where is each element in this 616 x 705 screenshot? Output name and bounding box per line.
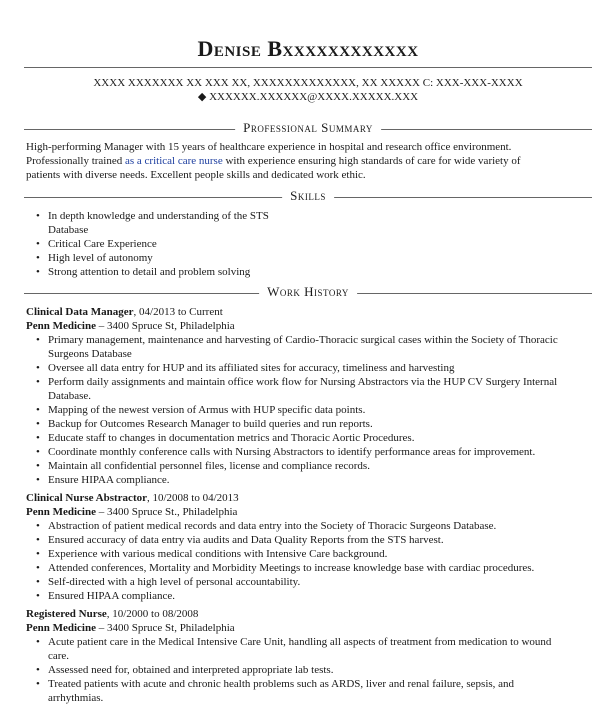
job-title: Clinical Nurse Abstractor bbox=[26, 492, 147, 504]
skill-item: • Strong attention to detail and problem solving bbox=[26, 265, 296, 279]
job-bullet: • Educate staff to changes in documentation metrics and Thoracic Aortic Procedures. bbox=[26, 431, 571, 445]
section-title: Work History bbox=[259, 284, 357, 300]
job-title-line bbox=[26, 491, 592, 505]
job-bullet: • Ensured accuracy of data entry via audits and Data Quality Reports from the STS harvest. bbox=[26, 533, 586, 547]
header-rule bbox=[24, 67, 592, 68]
job-title-line bbox=[26, 607, 592, 621]
job-bullet: • Primary management, maintenance and harvesting of Cardio-Thoracic surgical cases within the Society of Thoracic Surgeons Database bbox=[26, 333, 571, 361]
job-bullet: • Acute patient care in the Medical Intensive Care Unit, handling all aspects of treatment from medication to wound care. bbox=[26, 635, 571, 663]
job-bullet: • Abstraction of patient medical records and data entry into the Society of Thoracic Surgeons Database. bbox=[26, 519, 586, 533]
job-dates: , 04/2013 to Current bbox=[133, 306, 223, 318]
employer-name: Penn Medicine bbox=[26, 622, 96, 634]
job-bullet: • Self-directed with a high level of personal accountability. bbox=[26, 575, 586, 589]
contact-email: ◆ XXXXXX.XXXXXX@XXXX.XXXXX.XXX bbox=[197, 91, 419, 103]
skills-list bbox=[26, 209, 296, 279]
job-bullet: • Assessed need for, obtained and interpreted appropriate lab tests. bbox=[26, 663, 571, 677]
job-title: Registered Nurse bbox=[26, 608, 107, 620]
summary-line-2 bbox=[26, 154, 586, 168]
skill-item: • Critical Care Experience bbox=[26, 237, 296, 251]
employer-line bbox=[26, 505, 592, 519]
job-bullet: • Perform daily assignments and maintain office work flow for Nursing Abstractors via the HUP CV Surgery Internal Database. bbox=[26, 375, 571, 403]
job-title-line bbox=[26, 305, 592, 319]
summary-text bbox=[26, 140, 586, 182]
skill-item: • High level of autonomy bbox=[26, 251, 296, 265]
job-dates: , 10/2008 to 04/2013 bbox=[146, 492, 239, 504]
job-bullets bbox=[26, 519, 586, 603]
job-title: Clinical Data Manager bbox=[26, 306, 134, 318]
job-bullet: • Treated patients with acute and chronic health problems such as ARDS, liver and renal failure, sepsis, and arrhythmias. bbox=[26, 677, 571, 705]
summary-text-a: Professionally trained bbox=[26, 155, 125, 167]
section-work-history bbox=[24, 286, 592, 300]
job-bullet: • Experience with various medical conditions with Intensive Care background. bbox=[26, 547, 586, 561]
job-bullet: • Oversee all data entry for HUP and its affiliated sites for accuracy, timeliness and harvesting bbox=[26, 361, 571, 375]
critical-care-nurse-link[interactable]: as a critical care nurse bbox=[124, 155, 223, 167]
job-entry bbox=[26, 607, 592, 705]
job-bullet: • Coordinate monthly conference calls with Nursing Abstractors to identify performance areas for improvement. bbox=[26, 445, 571, 459]
summary-line-1: High-performing Manager with 15 years of healthcare experience in hospital and research office environment. bbox=[26, 141, 512, 153]
job-bullet: • Ensure HIPAA compliance. bbox=[26, 473, 571, 487]
employer-location: – 3400 Spruce St., Philadelphia bbox=[95, 506, 238, 518]
section-title: Professional Summary bbox=[235, 120, 381, 136]
section-skills bbox=[24, 190, 592, 204]
employer-location: – 3400 Spruce St, Philadelphia bbox=[95, 622, 235, 634]
job-entry bbox=[26, 305, 592, 487]
job-bullet: • Mapping of the newest version of Armus with HUP specific data points. bbox=[26, 403, 571, 417]
summary-text-b: with experience ensuring high standards of care for wide variety of bbox=[222, 155, 521, 167]
job-bullet: • Maintain all confidential personnel files, license and compliance records. bbox=[26, 459, 571, 473]
job-bullet: • Attended conferences, Mortality and Morbidity Meetings to increase knowledge base with cardiac procedures. bbox=[26, 561, 586, 575]
job-bullet: • Ensured HIPAA compliance. bbox=[26, 589, 586, 603]
job-bullets bbox=[26, 333, 571, 487]
job-entry bbox=[26, 491, 592, 603]
section-professional-summary bbox=[24, 122, 592, 136]
contact-address-phone: XXXX XXXXXXX XX XXX XX, XXXXXXXXXXXXX, XX XXXXX C: XXX-XXX-XXXX bbox=[93, 77, 523, 89]
employer-line bbox=[26, 319, 592, 333]
job-dates: , 10/2000 to 08/2008 bbox=[106, 608, 199, 620]
job-bullet: • Backup for Outcomes Research Manager to build queries and run reports. bbox=[26, 417, 571, 431]
employer-line bbox=[26, 621, 592, 635]
employer-name: Penn Medicine bbox=[26, 506, 96, 518]
employer-location: – 3400 Spruce St, Philadelphia bbox=[95, 320, 235, 332]
employer-name: Penn Medicine bbox=[26, 320, 96, 332]
job-bullets bbox=[26, 635, 571, 705]
summary-line-3: patients with diverse needs. Excellent people skills and dedicated work ethic. bbox=[26, 169, 366, 181]
skill-item: • In depth knowledge and understanding of the STS Database bbox=[26, 209, 296, 237]
candidate-name: Denise Bxxxxxxxxxxxx bbox=[197, 36, 419, 61]
section-title: Skills bbox=[282, 188, 334, 204]
